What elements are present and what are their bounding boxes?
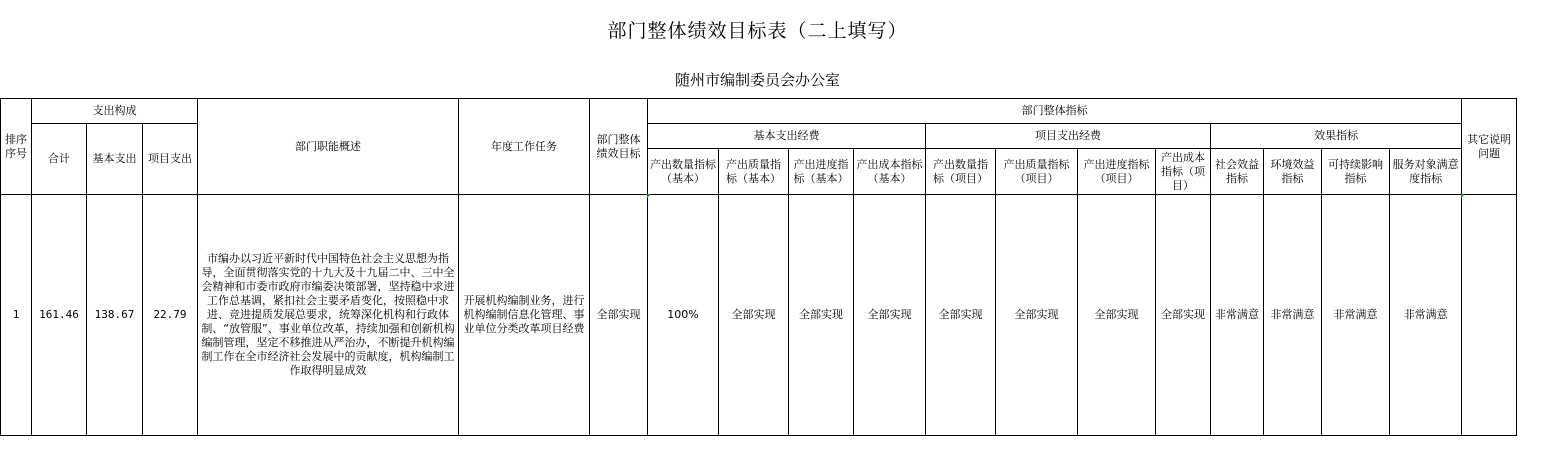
header-basic-quality: 产出质量指标（基本） [719,149,789,195]
cell-annual-task[interactable]: 开展机构编制业务，进行机构编制信息化管理、事业单位分类改革项目经费 [459,195,590,436]
header-basic-expense: 基本支出 [87,124,143,195]
cell-basic-cost[interactable]: 全部实现 [854,195,926,436]
header-dept-goal: 部门整体绩效目标 [590,99,648,195]
cell-other-notes[interactable] [1462,195,1517,436]
cell-dept-function[interactable]: 市编办以习近平新时代中国特色社会主义思想为指导，全面贯彻落实党的十九大及十九届二中、三中全会精神和市委市政府市编委决策部署，坚持稳中求进工作总基调，紧扣社会主要矛盾变化，按照稳中求进、竞进提质发展总要求，统筹深化机构和行政体制、“放管服”、事业单位改革，持续加强和创新机构编制管理，坚定不移推进从严治办，不断提升机构编制工作在全市经济社会发展中的贡献度，机构编制工作取得明显成效 [198,195,459,436]
cell-seq[interactable]: 1 [1,195,32,436]
comment-marker-icon [647,194,651,198]
cell-sustainable[interactable]: 非常满意 [1322,195,1390,436]
header-project-group: 项目支出经费 [926,124,1211,149]
cell-social[interactable]: 非常满意 [1211,195,1264,436]
cell-environment[interactable]: 非常满意 [1264,195,1322,436]
header-expense-composition: 支出构成 [32,99,198,124]
header-annual-task: 年度工作任务 [459,99,590,195]
header-proj-qty: 产出数量指标（项目） [926,149,996,195]
cell-satisfaction[interactable]: 非常满意 [1390,195,1462,436]
cell-basic-quality[interactable]: 全部实现 [719,195,789,436]
cell-proj-quality[interactable]: 全部实现 [996,195,1078,436]
header-sustainable: 可持续影响指标 [1322,149,1390,195]
header-seq: 排序序号 [1,99,32,195]
header-basic-group: 基本支出经费 [648,124,926,149]
header-environment: 环境效益指标 [1264,149,1322,195]
header-proj-quality: 产出质量指标（项目） [996,149,1078,195]
header-satisfaction: 服务对象满意度指标 [1390,149,1462,195]
header-dept-function: 部门职能概述 [198,99,459,195]
comment-marker-icon [1461,194,1465,198]
cell-proj-qty[interactable]: 全部实现 [926,195,996,436]
header-social: 社会效益指标 [1211,149,1264,195]
cell-proj-cost[interactable]: 全部实现 [1156,195,1211,436]
cell-basic-progress[interactable]: 全部实现 [789,195,854,436]
department-name: 随州市编制委员会办公室 [674,71,840,89]
cell-proj-progress[interactable]: 全部实现 [1078,195,1156,436]
cell-basic-expense[interactable]: 138.67 [87,195,143,436]
cell-total[interactable]: 161.46 [32,195,87,436]
header-dept-indicators: 部门整体指标 [648,99,1462,124]
header-total: 合计 [32,124,87,195]
header-effect-group: 效果指标 [1211,124,1462,149]
header-basic-progress: 产出进度指标（基本） [789,149,854,195]
header-proj-cost: 产出成本指标（项目） [1156,149,1211,195]
cell-project-expense[interactable]: 22.79 [143,195,198,436]
table-row [1,195,1517,436]
header-basic-qty: 产出数量指标（基本） [648,149,719,195]
header-proj-progress: 产出进度指标（项目） [1078,149,1156,195]
page-title: 部门整体绩效目标表（二上填写） [607,20,908,42]
header-project-expense: 项目支出 [143,124,198,195]
header-other-notes: 其它说明问题 [1462,99,1517,195]
performance-goal-table [0,98,1517,436]
cell-basic-qty[interactable]: 100% [648,195,719,436]
header-basic-cost: 产出成本指标（基本） [854,149,926,195]
cell-dept-goal[interactable]: 全部实现 [590,195,648,436]
